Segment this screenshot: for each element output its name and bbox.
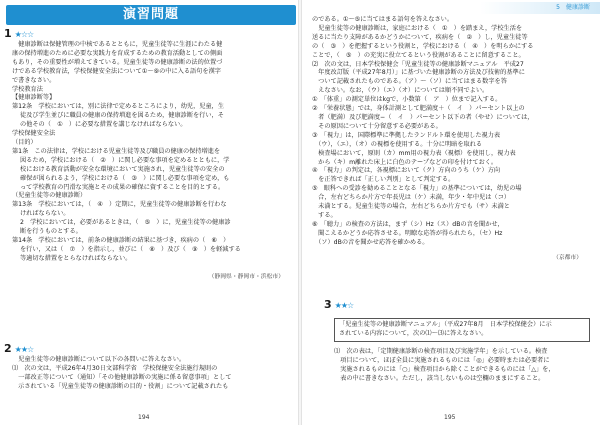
- question-2-source: （京都市）: [553, 255, 582, 261]
- text-line: ⑥ 「聴力」の検査の方法は，まず（シ）Hz（ス）dBの音を聞かせ，: [312, 220, 504, 228]
- text-line: ⑵ 次の文は，日本学校保健会「児童生徒等の健康診断マニュアル 平成27: [312, 60, 524, 68]
- right-page: [300, 0, 600, 425]
- article-heading: （目的）: [12, 138, 37, 146]
- text-line: 実施されるものには「○」検査項目から除くことができるものには「△」を，: [334, 365, 555, 373]
- text-line: ① 「体重」の測定単位はkgで，小数第（ ア ）位まで記入する。: [312, 96, 502, 104]
- text-line: で書きなさい。: [12, 76, 56, 84]
- text-line: ③ 「視力」は，国際標準に準拠したランドルト環を使用した視力表: [312, 131, 501, 139]
- text-line: ④ 「視力」の判定は，各視標において（ク）方向のうち（ケ）方向: [312, 167, 501, 175]
- page-number: 194: [138, 414, 150, 421]
- question-1-text: [12, 41, 241, 264]
- page-number: 195: [444, 414, 456, 421]
- text-line: 第1条 この法律は，学校における児童生徒等及び職員の健康の保持増進を: [12, 147, 221, 155]
- text-line: 断を行うものとする。: [20, 228, 82, 236]
- text-line: 「児童生徒等の健康診断マニュアル」（平成27年8月 日本学校保健会）に示: [339, 321, 552, 328]
- text-line: の（ ③ ）を把握するという役割と，学校における（ ④ ）を明らかにする: [312, 42, 534, 50]
- text-line: けである学校教育法，学校保健安全法について①〜⑨の中に入る語句を漢字: [12, 67, 221, 75]
- text-line: 徒及び学生並びに職員の健康の保持増進を図るため，健康診断を行い，そ: [20, 112, 224, 120]
- text-line: 第13条 学校においては，（ ④ ）定期に，児童生徒等の健康診断を行わな: [12, 201, 227, 209]
- law-heading: 学校保健安全法: [12, 130, 56, 138]
- text-line: 年度改訂版（平成27年8月）」に基づいた健康診断の方法及び技術的基準に: [312, 69, 525, 77]
- text-line: 第14条 学校においては，前条の健康診断の結果に基づき，疾病の（ ⑥ ）: [12, 236, 230, 244]
- difficulty-stars: ★☆☆: [14, 30, 34, 39]
- text-line: 2 学校においては，必要があるときは，（ ⑤ ）に，児童生徒等の健康診: [20, 219, 231, 227]
- text-line: ⑤ 眼科への受診を勧めることとなる「視力」の基準については，幼児の場: [312, 185, 522, 193]
- text-line: 未満とする。児童生徒等の場合，左右どちらか片方でも（サ）未満と: [312, 203, 510, 211]
- question-2-text: [12, 356, 232, 392]
- question-1-number: 1 ★☆☆: [4, 27, 34, 40]
- text-line: を正答できれば「正しい判別」として判定する。: [312, 176, 455, 184]
- text-line: 示されている「児童生徒等の健康診断の目的・役割」について記載されたも: [12, 382, 229, 390]
- text-line: のである。①〜⑤に当てはまる語句を答えなさい。: [312, 16, 454, 23]
- text-line: 送るに当たり支障があるかどうかについて，疾病を（ ② ）し，児童生徒等: [312, 33, 528, 41]
- text-line: 合，左右どちらか片方で年長児は（ケ）未満，年少・年中児は（コ）: [312, 194, 510, 202]
- running-head-text: 5 健康診断: [556, 4, 590, 11]
- difficulty-stars: ★★☆: [334, 301, 354, 310]
- text-line: もあり，その重要性が増えてきている。児童生徒等の健康診断の法的位置づ: [12, 58, 223, 66]
- text-line: 表の中に書きなさい。ただし，該当しないものは空欄のままにすること。: [334, 374, 545, 382]
- text-line: から（キ）m離れた床上に白色のテープなどの印を付けておく。: [312, 158, 498, 166]
- text-line: 等適切な措置をとらなければならない。: [20, 254, 132, 262]
- text-line: 検査場において，原則（カ）mm用の視力表（視標）を使用し，視力表: [312, 149, 516, 157]
- text-line: ければならない。: [20, 210, 70, 218]
- text-line: その原因について十分留意する必要がある。: [312, 122, 442, 130]
- text-line: ⑴ 次の表は，「定期健康診断の検査項目及び実施学年」を示している。検査: [334, 348, 548, 355]
- question-1-source: （静岡県・静岡市・浜松市）: [208, 274, 284, 280]
- text-line: 校における教育活動が安全な環境において実施され，児童生徒等の安全の: [20, 165, 225, 173]
- text-line: ついて記載されたものである。（ア）〜（ソ）に当てはまる数字を答: [312, 78, 507, 86]
- text-line: 図るため，学校における（ ② ）に関し必要な事項を定めるとともに，学: [20, 156, 230, 164]
- text-line: 児童生徒等の健康診断について以下の各問いに答えなさい。: [12, 356, 186, 363]
- text-line: の他その（ ① ）に必要な措置を講じなければならない。: [20, 121, 187, 129]
- question-2-continued-text: [312, 16, 534, 248]
- section-title-bar: [6, 5, 296, 25]
- article-heading: 【健康診断等】: [12, 94, 56, 102]
- text-line: えなさい。なお，（ウ）（エ）（オ）については順不同でよい。: [312, 87, 489, 95]
- text-line: 児童生徒等の健康診断は，家庭における（ ① ）を踏まえ，学校生活を: [312, 24, 523, 32]
- text-line: ことで，（ ⑤ ）の充実に役立てるという役割があることに留意すること。: [312, 51, 525, 59]
- text-line: 確保が図られるよう，学校における（ ③ ）に関し必要な事項を定め，も: [20, 174, 230, 182]
- text-line: 聞こえるかどうか応答させる。明瞭な応答が得られたら，（セ）Hz: [312, 229, 503, 237]
- text-line: ② 「栄養状態」では，身体計測として肥満度＋（ イ ）パーセント以上の: [312, 105, 525, 113]
- law-heading: 学校教育法: [12, 85, 43, 93]
- text-line: 康の保持増進のために必要な実践力を育成するための教育活動としての側面: [12, 49, 223, 57]
- text-line: 者（肥満）及び肥満度−（ イ ）パーセント以下の者（やせ）については，: [312, 113, 534, 121]
- text-line: （ソ）dBの音を聞かせ応答を確かめる。: [312, 238, 429, 246]
- difficulty-stars: ★★☆: [14, 345, 34, 354]
- text-line: ⑴ 次の文は，平成26年4月30日文部科学省 学校保健安全法施行規則の: [12, 364, 218, 372]
- question-3-box: [334, 318, 590, 342]
- question-2-number: 2 ★★☆: [4, 342, 34, 355]
- text-line: 健康診断は保健管理の中核であるとともに，児童生徒等に生涯にわたる健: [12, 41, 223, 48]
- text-line: 項目について，ほぼ全員に実施されるものには「◎」必要時または必要者に: [334, 356, 550, 364]
- question-3-number: 3 ★★☆: [324, 298, 354, 311]
- text-line: って学校教育の円滑な実施とその成果の確保に資することを目的とする。: [20, 183, 225, 191]
- text-line: されている内容について，次の⑴〜⑶に答えなさい。: [339, 329, 488, 337]
- question-3-text: [334, 348, 555, 384]
- article-heading: （児童生徒等の健康診断）: [12, 192, 87, 200]
- text-line: を行い，又は（ ⑦ ）を指示し，並びに（ ⑧ ）及び（ ⑨ ）を軽減する: [20, 245, 241, 253]
- running-head: [480, 2, 600, 14]
- text-line: 第12条 学校においては，別に法律で定めるところにより，幼児，児童，生: [12, 103, 225, 111]
- section-title: 演習問題: [122, 7, 179, 22]
- text-line: 一部改正等について（通知）「その他健康診断の実施に係る留意事項」として: [12, 373, 232, 381]
- text-line: （ウ），（エ），（オ）の視標を使用する。十分に明暗を取れる: [312, 140, 483, 148]
- text-line: する。: [312, 211, 337, 219]
